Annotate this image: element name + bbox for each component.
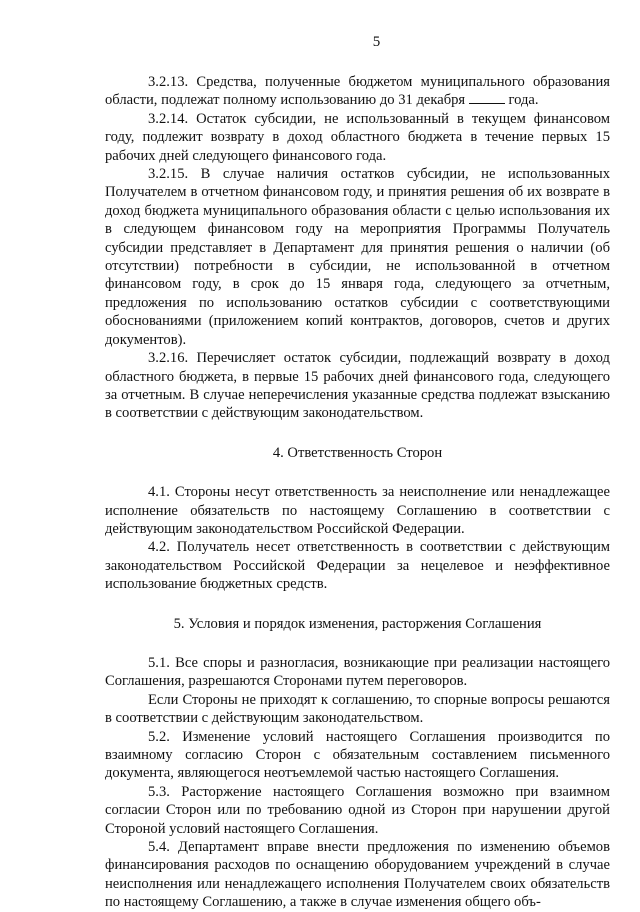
paragraph-5-2: 5.2. Изменение условий настоящего Соглашения производится по взаимному согласию Сторон с обязательным составлением письменного документа, являющегося неотъемлемой частью настоящего Соглашения. — [105, 728, 610, 782]
paragraph-4-2: 4.2. Получатель несет ответственность в соответствии с действующим законодательством Российской Федерации за нецелевое и неэффективное использование бюджетных средств. — [105, 539, 610, 593]
paragraph-3-2-15: 3.2.15. В случае наличия остатков субсидии, не использованных Получателем в отчетном финансовом году, и принятия решения об их возврате в доход бюджета муниципального образования области с целью использования их в следующем финансовом году на мероприятия Программы Получатель субсидии представляет в Департамент для принятия решения о наличии (об отсутствии) потребности в субсидии, не использованной в отчетном финансовом году, в срок до 15 января года, следующего за отчетным, предложения по использованию остатков субсидии с соответствующими обоснованиями (приложением копий контрактов, договоров, счетов и других документов). — [105, 166, 610, 348]
paragraph-3-2-14: 3.2.14. Остаток субсидии, не использованный в текущем финансовом году, подлежит возврату в доход областного бюджета в течение первых 15 рабочих дней следующего финансового года. — [105, 110, 610, 164]
paragraph-3-2-13-text: 3.2.13. Средства, полученные бюджетом муниципального образования области, подлежат полному использованию до 31 декабря — [105, 74, 610, 109]
paragraph-3-2-13 — [105, 73, 610, 110]
paragraph-5-3: 5.3. Расторжение настоящего Соглашения возможно при взаимном согласии Сторон или по требованию одной из Сторон при нарушении другой Стороной условий настоящего Соглашения. — [105, 783, 610, 837]
date-blank-line — [469, 91, 505, 104]
section-4-title: 4. Ответственность Сторон — [272, 444, 443, 461]
section-5-title: 5. Условия и порядок изменения, расторжения Соглашения — [173, 615, 542, 632]
paragraph-3-2-16: 3.2.16. Перечисляет остаток субсидии, подлежащий возврату в доход областного бюджета, в первые 15 рабочих дней финансового года, следующего за отчетным. В случае неперечисления указанные средства подлежат взысканию в соответствии с действующим законодательством. — [105, 350, 610, 422]
paragraph-5-4: 5.4. Департамент вправе внести предложения по изменению объемов финансирования расходов по оснащению оборудованием учреждений в случае неисполнения или ненадлежащего исполнения Получателем своих обязательств по настоящему Соглашению, а также в случае изменения общего объ- — [105, 839, 610, 911]
page-number: 5 — [372, 34, 381, 50]
paragraph-5-1-continued: Если Стороны не приходят к соглашению, то спорные вопросы решаются в соответствии с действующим законодательством. — [105, 691, 610, 727]
paragraph-3-2-13-end: года. — [508, 92, 539, 109]
paragraph-5-1: 5.1. Все споры и разногласия, возникающие при реализации настоящего Соглашения, разрешаются Сторонами путем переговоров. — [105, 654, 610, 690]
paragraph-4-1: 4.1. Стороны несут ответственность за неисполнение или ненадлежащее исполнение обязательств по настоящему Соглашению в соответствии с действующим законодательством Российской Федерации. — [105, 484, 610, 537]
